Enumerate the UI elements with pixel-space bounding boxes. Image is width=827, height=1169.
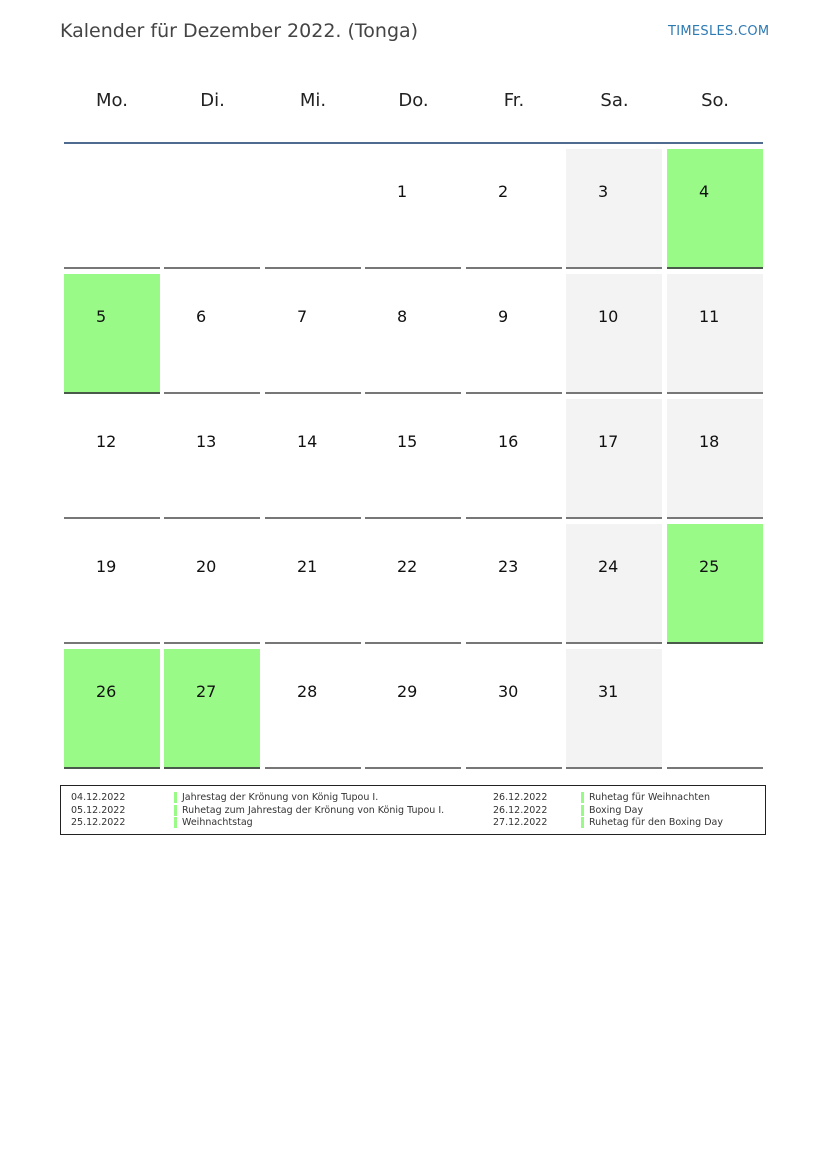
calendar-day-7[interactable] — [265, 274, 361, 394]
calendar-day-4[interactable] — [667, 149, 763, 269]
legend-holiday-name: Weihnachtstag — [182, 817, 253, 828]
day-number: 15 — [397, 432, 418, 451]
day-number: 27 — [196, 682, 217, 701]
day-number: 28 — [297, 682, 318, 701]
day-number: 21 — [297, 557, 318, 576]
weekday-label: Di. — [200, 90, 225, 111]
calendar-day-6[interactable] — [164, 274, 260, 394]
legend-color-marker — [581, 817, 584, 828]
day-number: 31 — [598, 682, 619, 701]
legend-holiday-name: Ruhetag zum Jahrestag der Krönung von König Tupou I. — [182, 804, 445, 816]
calendar-day-3[interactable] — [566, 149, 662, 269]
calendar-day-17[interactable] — [566, 399, 662, 519]
calendar-day-14[interactable] — [265, 399, 361, 519]
day-number: 29 — [397, 682, 418, 701]
legend-holiday-name: Boxing Day — [589, 804, 644, 816]
day-number: 4 — [699, 182, 710, 201]
calendar-day-26[interactable] — [64, 649, 160, 769]
calendar-day-29[interactable] — [365, 649, 461, 769]
calendar-day-8[interactable] — [365, 274, 461, 394]
day-number: 19 — [96, 557, 117, 576]
day-number: 22 — [397, 557, 418, 576]
day-number: 12 — [96, 432, 117, 451]
day-number: 13 — [196, 432, 217, 451]
calendar-day-18[interactable] — [667, 399, 763, 519]
day-number: 16 — [498, 432, 519, 451]
day-number: 26 — [96, 682, 117, 701]
calendar-day-10[interactable] — [566, 274, 662, 394]
legend-date: 05.12.2022 — [71, 804, 126, 816]
weekday-label: Do. — [398, 90, 429, 111]
calendar-day-empty — [64, 149, 160, 269]
calendar-day-empty — [265, 149, 361, 269]
day-number: 11 — [699, 307, 720, 326]
calendar-day-19[interactable] — [64, 524, 160, 644]
calendar-day-1[interactable] — [365, 149, 461, 269]
calendar-day-30[interactable] — [466, 649, 562, 769]
legend-entry — [61, 792, 761, 804]
weekday-label: Fr. — [503, 90, 525, 111]
day-number: 2 — [498, 182, 509, 201]
calendar-day-9[interactable] — [466, 274, 562, 394]
day-number: 14 — [297, 432, 318, 451]
day-number: 10 — [598, 307, 619, 326]
legend-entry — [61, 817, 761, 829]
calendar-day-empty — [164, 149, 260, 269]
legend-date: 26.12.2022 — [493, 804, 548, 816]
legend-date: 25.12.2022 — [71, 817, 126, 828]
legend-color-marker — [581, 792, 584, 803]
day-number: 8 — [397, 307, 408, 326]
brand-logo-text[interactable]: TIMESLES.COM — [668, 24, 770, 39]
day-number: 18 — [699, 432, 720, 451]
calendar-day-23[interactable] — [466, 524, 562, 644]
page-title: Kalender für Dezember 2022. (Tonga) — [60, 20, 419, 42]
legend-color-marker — [581, 805, 584, 816]
legend-date: 27.12.2022 — [493, 817, 548, 828]
calendar-day-20[interactable] — [164, 524, 260, 644]
calendar-day-12[interactable] — [64, 399, 160, 519]
calendar-day-11[interactable] — [667, 274, 763, 394]
calendar-day-empty — [667, 649, 763, 769]
day-number: 30 — [498, 682, 519, 701]
day-number: 24 — [598, 557, 619, 576]
legend-holiday-name: Ruhetag für den Boxing Day — [589, 817, 723, 828]
day-number: 25 — [699, 557, 720, 576]
legend-holiday-name: Jahrestag der Krönung von König Tupou I. — [182, 792, 379, 803]
day-number: 1 — [397, 182, 408, 201]
calendar-day-13[interactable] — [164, 399, 260, 519]
legend-date: 04.12.2022 — [71, 792, 126, 803]
weekday-label: Mo. — [96, 90, 128, 111]
day-number: 17 — [598, 432, 619, 451]
day-number: 20 — [196, 557, 217, 576]
calendar-day-2[interactable] — [466, 149, 562, 269]
calendar-day-15[interactable] — [365, 399, 461, 519]
calendar-day-5[interactable] — [64, 274, 160, 394]
day-number: 5 — [96, 307, 107, 326]
calendar-day-21[interactable] — [265, 524, 361, 644]
legend-date: 26.12.2022 — [493, 792, 548, 803]
calendar-day-31[interactable] — [566, 649, 662, 769]
day-number: 6 — [196, 307, 207, 326]
calendar-day-24[interactable] — [566, 524, 662, 644]
weekday-label: Sa. — [600, 90, 629, 111]
day-number: 9 — [498, 307, 509, 326]
calendar-day-25[interactable] — [667, 524, 763, 644]
day-number: 23 — [498, 557, 519, 576]
holiday-legend — [60, 785, 766, 835]
calendar-day-27[interactable] — [164, 649, 260, 769]
calendar-day-28[interactable] — [265, 649, 361, 769]
legend-entry — [61, 805, 761, 817]
weekday-label: So. — [701, 90, 729, 111]
calendar-day-22[interactable] — [365, 524, 461, 644]
legend-holiday-name: Ruhetag für Weihnachten — [589, 792, 710, 803]
weekday-label: Mi. — [299, 90, 327, 111]
day-number: 3 — [598, 182, 609, 201]
day-number: 7 — [297, 307, 308, 326]
calendar-day-16[interactable] — [466, 399, 562, 519]
